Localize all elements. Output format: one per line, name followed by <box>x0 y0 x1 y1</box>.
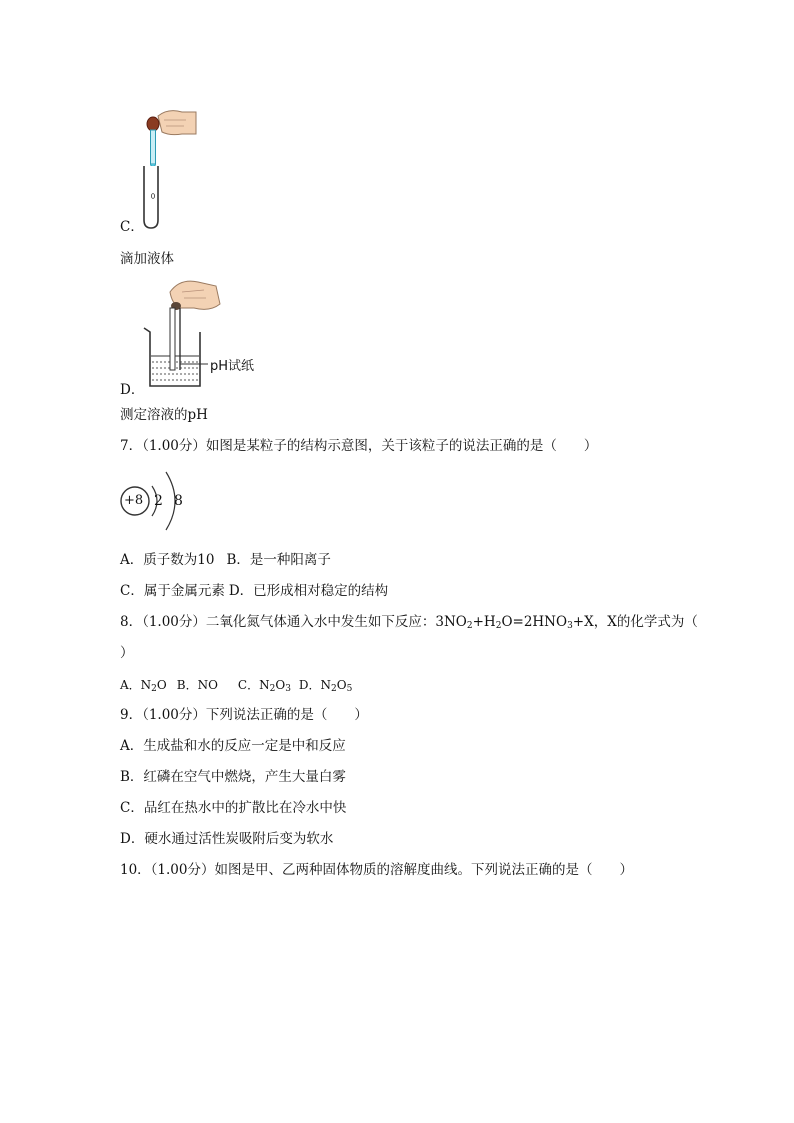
ph-paper-label: pH试纸 <box>210 359 255 374</box>
q7-option-b: B．是一种阳离子 <box>226 552 331 568</box>
q6-option-d-letter: D． <box>120 382 145 398</box>
q8-stem-mid1: +H <box>472 614 496 630</box>
q8-option-c-sub2: 3 <box>285 684 291 694</box>
q7-option-a: A．质子数为10 <box>120 552 215 568</box>
atom-nucleus-label: +8 <box>124 493 144 508</box>
q7-options-row1 <box>120 551 331 569</box>
q8-option-a-post: O <box>156 678 167 692</box>
q8-option-b: B．NO <box>176 678 218 692</box>
atom-shell1-label: 2 <box>154 493 163 509</box>
q7-option-d: D．已形成相对稳定的结构 <box>228 583 389 599</box>
q8-option-d-sub1: 2 <box>331 684 337 694</box>
q8-option-d-sub2: 5 <box>346 684 353 694</box>
q9-option-a: A．生成盐和水的反应一定是中和反应 <box>120 738 346 754</box>
q8-stem-sub3: 3 <box>567 621 573 631</box>
q9-stem: 9．（1.00分）下列说法正确的是（ ） <box>120 707 368 723</box>
q8-stem-sub2: 2 <box>495 621 502 631</box>
q8-option-a-pre: A．N <box>120 678 152 692</box>
q7-options-row2 <box>120 582 388 600</box>
q7-stem: 7．（1.00分）如图是某粒子的结构示意图，关于该粒子的说法正确的是（ ） <box>120 438 598 454</box>
q8-option-c-mid: O <box>275 678 286 692</box>
q6-option-c-letter: C． <box>120 219 144 235</box>
q8-option-d <box>299 676 352 694</box>
q6-option-c-caption: 滴加液体 <box>120 251 174 267</box>
q8-stem-pre: 8．（1.00分）二氧化氮气体通入水中发生如下反应：3NO <box>120 614 467 630</box>
q8-stem-line2: ） <box>120 645 134 661</box>
atom-shell2-label: 8 <box>174 493 183 509</box>
q9-option-c: C．品红在热水中的扩散比在冷水中快 <box>120 800 347 816</box>
q9-option-b: B．红磷在空气中燃烧，产生大量白雾 <box>120 769 346 785</box>
q8-option-d-pre: D．N <box>298 678 332 692</box>
q8-option-c-sub1: 2 <box>269 684 276 694</box>
q8-stem-mid2: O=2HNO <box>501 614 568 630</box>
q8-option-c <box>238 676 291 694</box>
q8-options <box>120 676 352 694</box>
dropper-test-tube-figure <box>132 106 202 230</box>
q8-option-d-mid: O <box>336 678 347 692</box>
q8-option-c-pre: C．N <box>237 678 270 692</box>
q8-stem-line1 <box>120 613 698 631</box>
q8-stem-sub1: 2 <box>466 621 473 631</box>
dropper-test-tube-drawing <box>132 106 202 230</box>
q8-option-a-sub: 2 <box>151 684 157 694</box>
atom-structure-diagram <box>116 468 188 534</box>
q9-option-d: D．硬水通过活性炭吸附后变为软水 <box>120 831 334 847</box>
q10-stem: 10．（1.00分）如图是甲、乙两种固体物质的溶解度曲线。下列说法正确的是（ ） <box>120 862 633 878</box>
q7-option-c: C．属于金属元素 <box>120 583 225 599</box>
q8-stem-post: +X，X的化学式为（ <box>572 614 698 630</box>
q8-option-a <box>120 676 167 694</box>
q6-option-d-caption: 测定溶液的pH <box>120 407 208 423</box>
